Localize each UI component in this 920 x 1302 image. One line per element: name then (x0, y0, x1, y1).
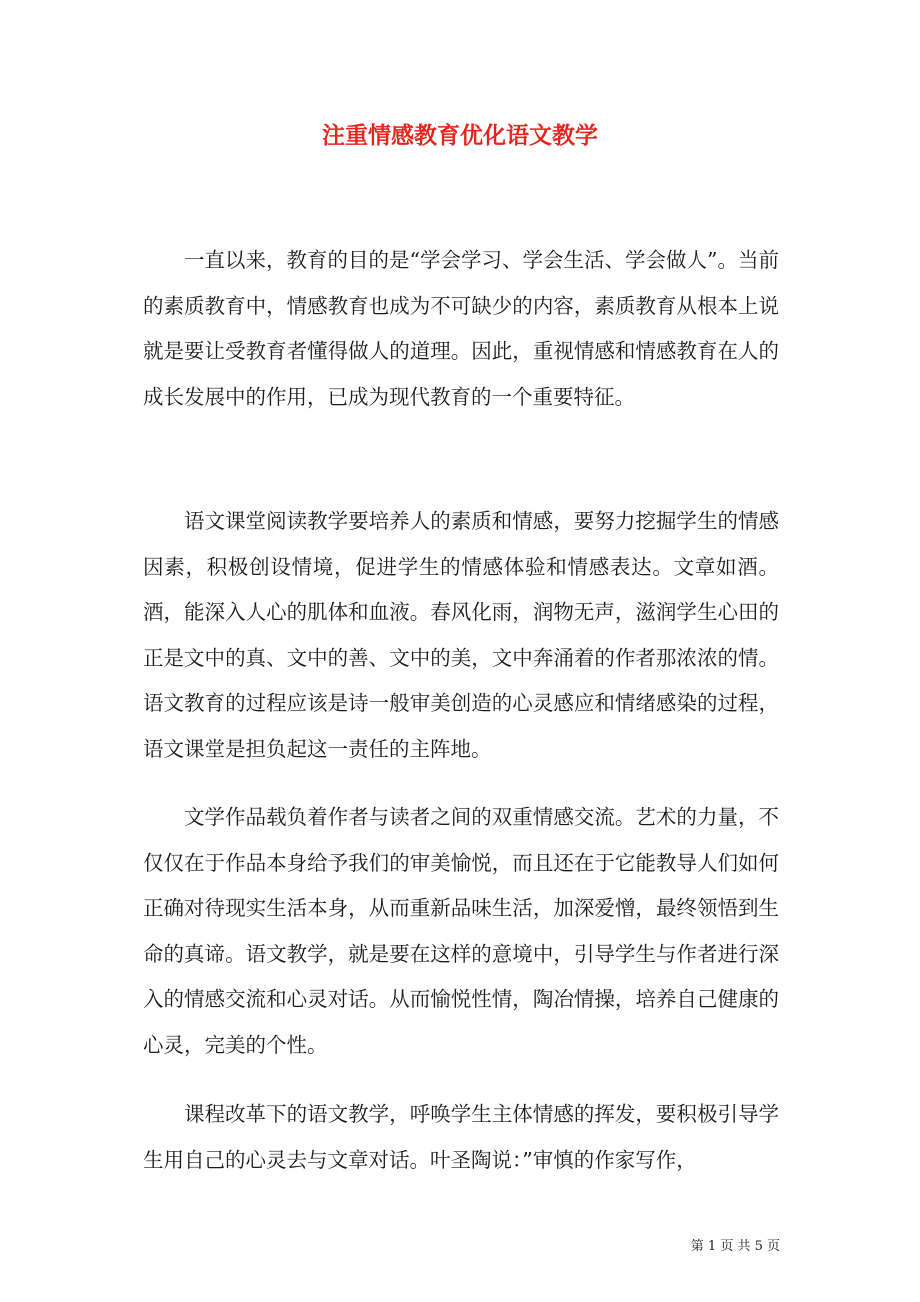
paragraph: 文学作品载负着作者与读者之间的双重情感交流。艺术的力量，不仅仅在于作品本身给予我们的审美愉悦，而且还在于它能教导人们如何正确对待现实生活本身，从而重新品味生活，加深爱憎，最终领悟到生命的真谛。语文教学，就是要在这样的意境中，引导学生与作者进行深入的情感交流和心灵对话。从而愉悦性情，陶冶情操，培养自己健康的心灵，完美的个性。 (143, 805, 779, 1057)
paragraph: 课程改革下的语文教学，呼唤学生主体情感的挥发，要积极引导学生用自己的心灵去与文章对话。叶圣陶说：”审慎的作家写作， (143, 1102, 779, 1172)
page-number-footer: 第 1 页 共 5 页 (690, 1239, 780, 1254)
paragraph: 语文课堂阅读教学要培养人的素质和情感，要努力挖掘学生的情感因素，积极创设情境，促进学生的情感体验和情感表达。文章如酒。酒，能深入人心的肌体和血液。春风化雨，润物无声，滋润学生心田的正是文中的真、文中的善、文中的美，文中奔涌着的作者那浓浓的情。语文教育的过程应该是诗一般审美创造的心灵感应和情绪感染的过程，语文课堂是担负起这一责任的主阵地。 (143, 509, 779, 761)
document-title: 注重情感教育优化语文教学 (322, 122, 598, 149)
paragraph: 一直以来，教育的目的是“学会学习、学会生活、学会做人”。当前的素质教育中，情感教育也成为不可缺少的内容，素质教育从根本上说就是要让受教育者懂得做人的道理。因此，重视情感和情感教育在人的成长发展中的作用，已成为现代教育的一个重要特征。 (143, 248, 779, 409)
